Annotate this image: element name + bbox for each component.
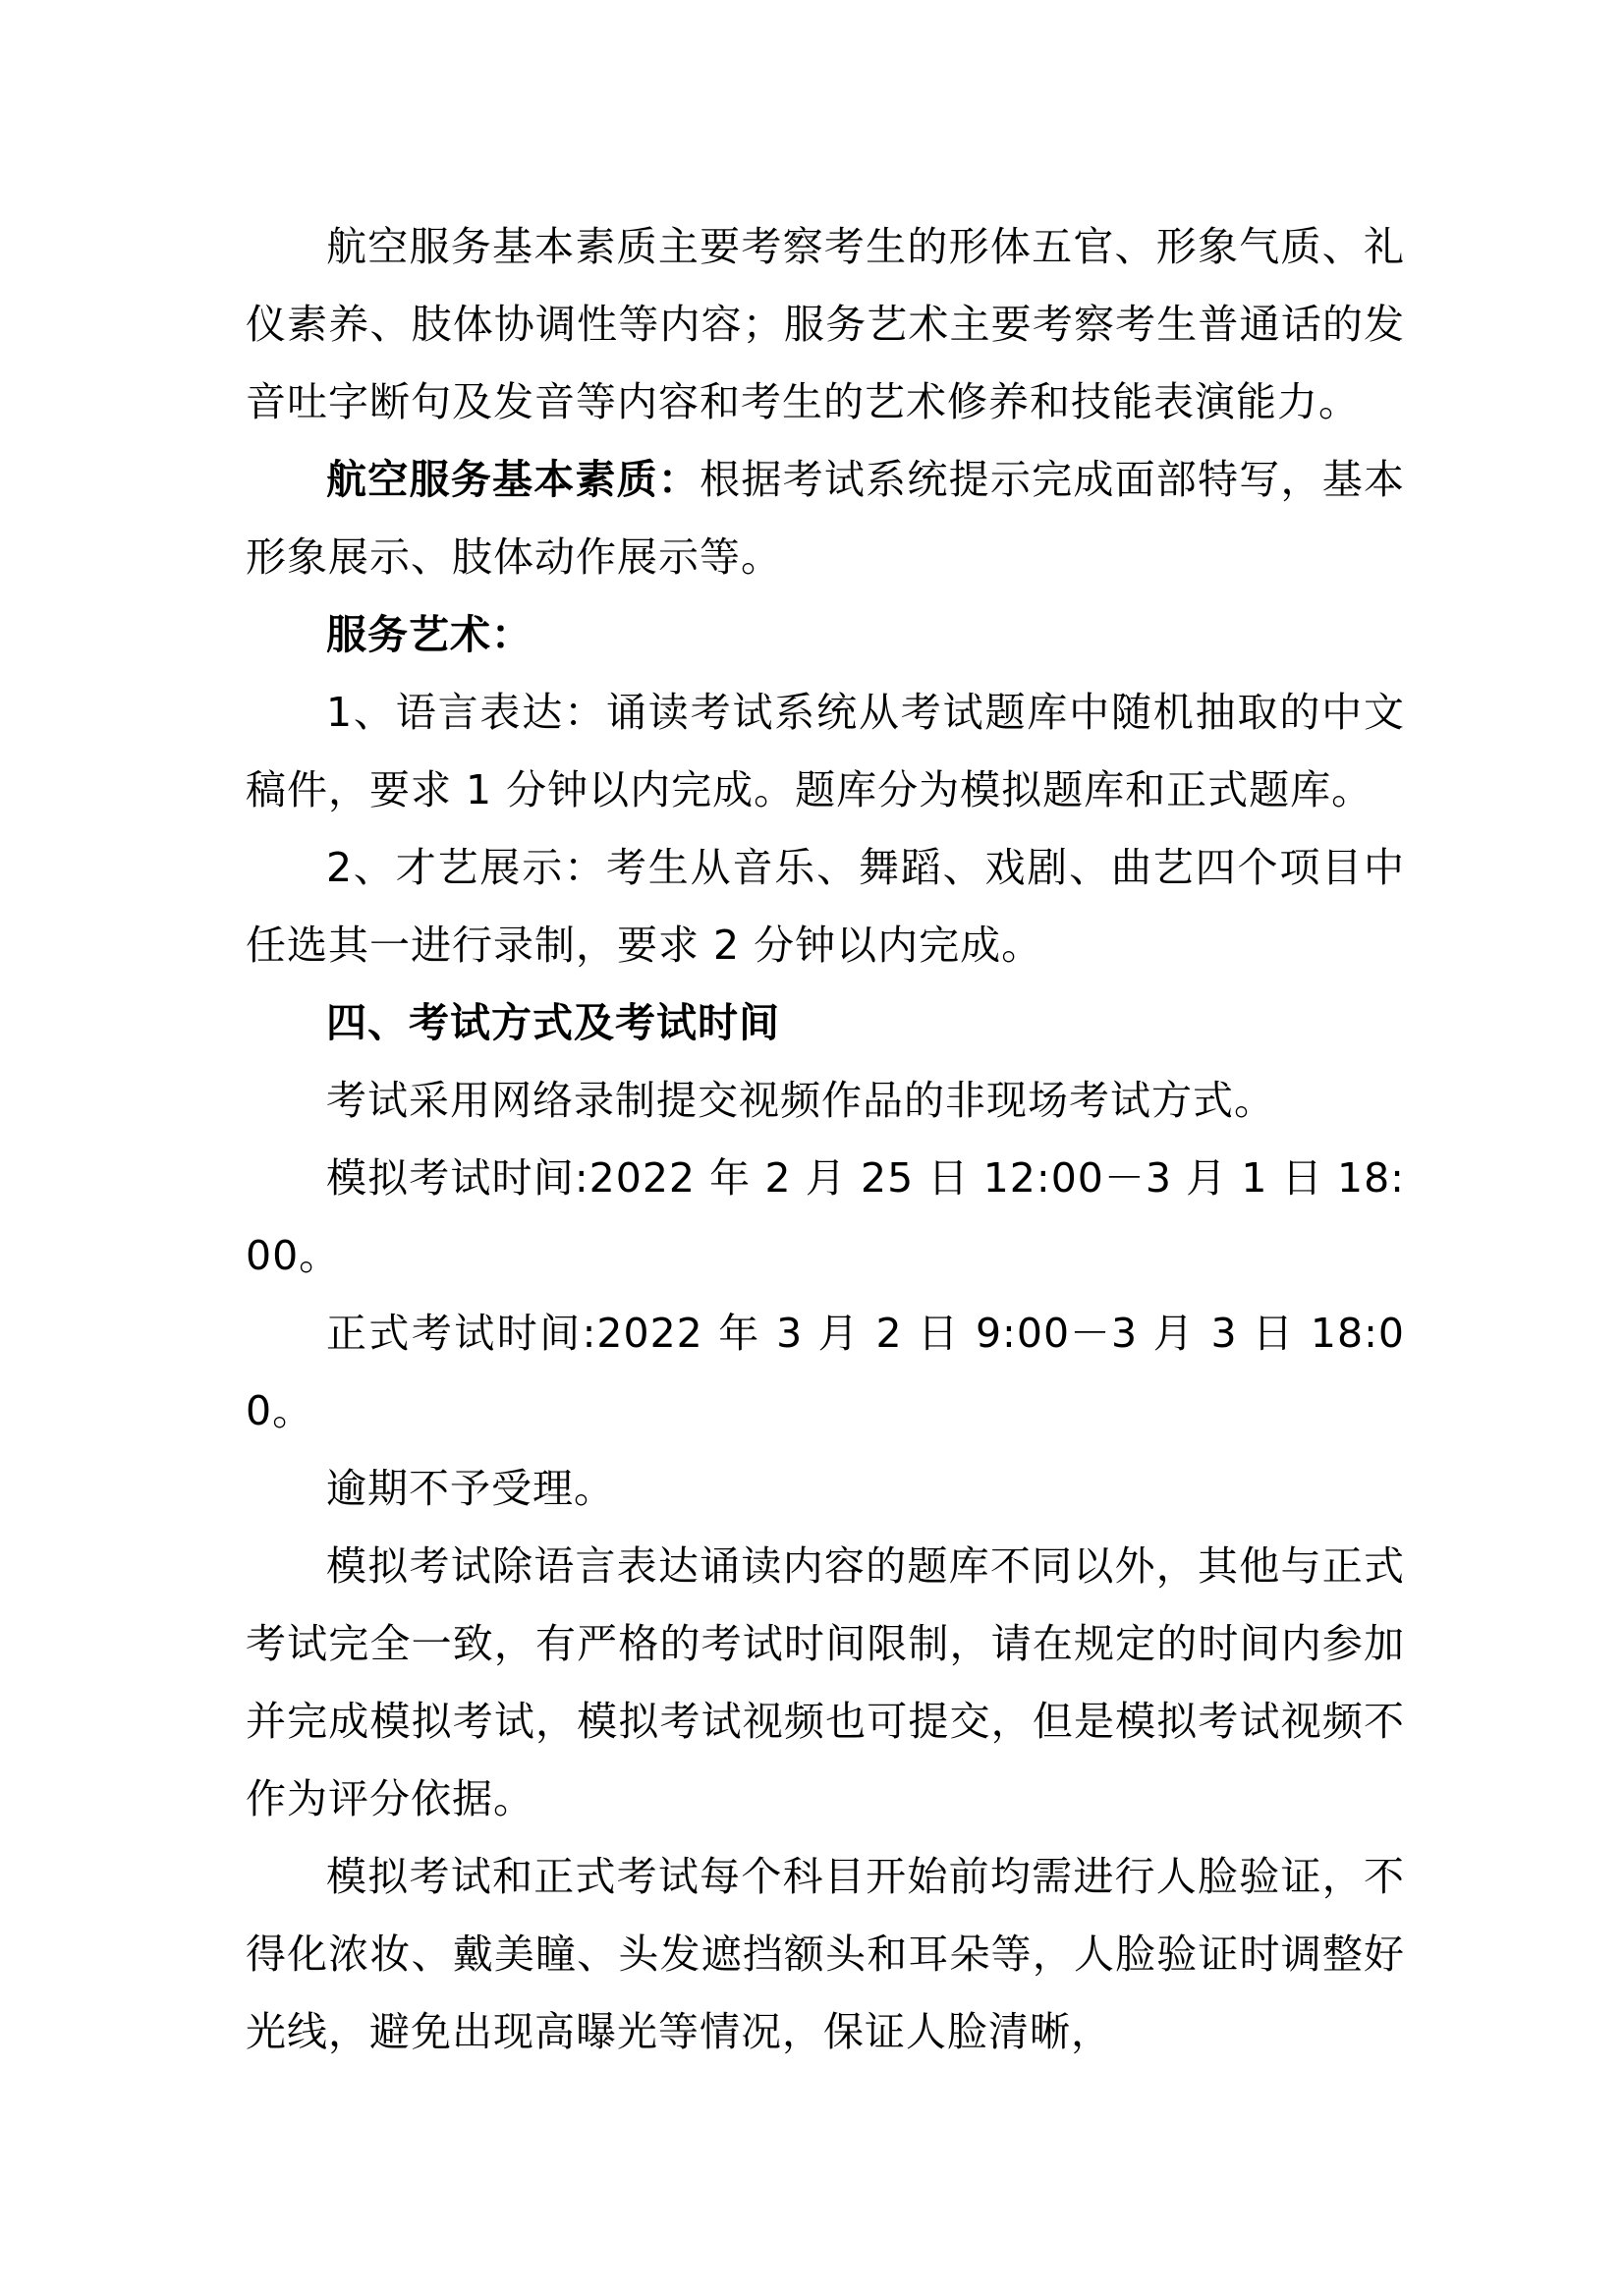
service-art-heading xyxy=(246,596,1405,674)
intro-paragraph xyxy=(246,208,1405,441)
mock-exam-time-text: 模拟考试时间:2022 年 2 月 25 日 12:00－3 月 1 日 18:00。 xyxy=(246,1154,1405,1279)
mock-exam-note-text: 模拟考试除语言表达诵读内容的题库不同以外，其他与正式考试完全一致，有严格的考试时间限制，请在规定的时间内参加并完成模拟考试，模拟考试视频也可提交，但是模拟考试视频不作为评分依据。 xyxy=(246,1542,1405,1822)
overdue-paragraph xyxy=(246,1450,1405,1528)
talent-show-paragraph xyxy=(246,829,1405,984)
intro-text: 航空服务基本素质主要考察考生的形体五官、形象气质、礼仪素养、肢体协调性等内容；服务艺术主要考察考生普通话的发音吐字断句及发音等内容和考生的艺术修养和技能表演能力。 xyxy=(246,223,1405,425)
language-expression-text: 1、语言表达：诵读考试系统从考试题库中随机抽取的中文稿件，要求 1 分钟以内完成。题库分为模拟题库和正式题库。 xyxy=(246,689,1405,813)
basic-quality-text: 根据考试系统提示完成面部特写，基本形象展示、肢体动作展示等。 xyxy=(246,456,1406,581)
language-expression-paragraph xyxy=(246,674,1405,829)
face-verification-paragraph xyxy=(246,1838,1405,2071)
overdue-text: 逾期不予受理。 xyxy=(326,1465,615,1512)
mock-exam-time-paragraph xyxy=(246,1140,1405,1295)
formal-exam-time-paragraph xyxy=(246,1295,1405,1450)
formal-exam-time-text: 正式考试时间:2022 年 3 月 2 日 9:00－3 月 3 日 18:00。 xyxy=(246,1310,1405,1434)
mock-exam-note-paragraph xyxy=(246,1528,1405,1838)
basic-quality-label: 航空服务基本素质： xyxy=(326,456,700,503)
section-four-heading xyxy=(246,984,1405,1062)
exam-method-paragraph xyxy=(246,1062,1405,1140)
exam-method-text: 考试采用网络录制提交视频作品的非现场考试方式。 xyxy=(326,1077,1275,1124)
service-art-label: 服务艺术： xyxy=(326,611,532,658)
talent-show-text: 2、才艺展示：考生从音乐、舞蹈、戏剧、曲艺四个项目中任选其一进行录制，要求 2 分钟以内完成。 xyxy=(246,844,1405,969)
document-page xyxy=(246,208,1405,2071)
face-verification-text: 模拟考试和正式考试每个科目开始前均需进行人脸验证，不得化浓妆、戴美瞳、头发遮挡额头和耳朵等，人脸验证时调整好光线，避免出现高曝光等情况，保证人脸清晰， xyxy=(246,1853,1405,2055)
basic-quality-paragraph xyxy=(246,441,1405,596)
section-four-title: 四、考试方式及考试时间 xyxy=(326,999,780,1046)
